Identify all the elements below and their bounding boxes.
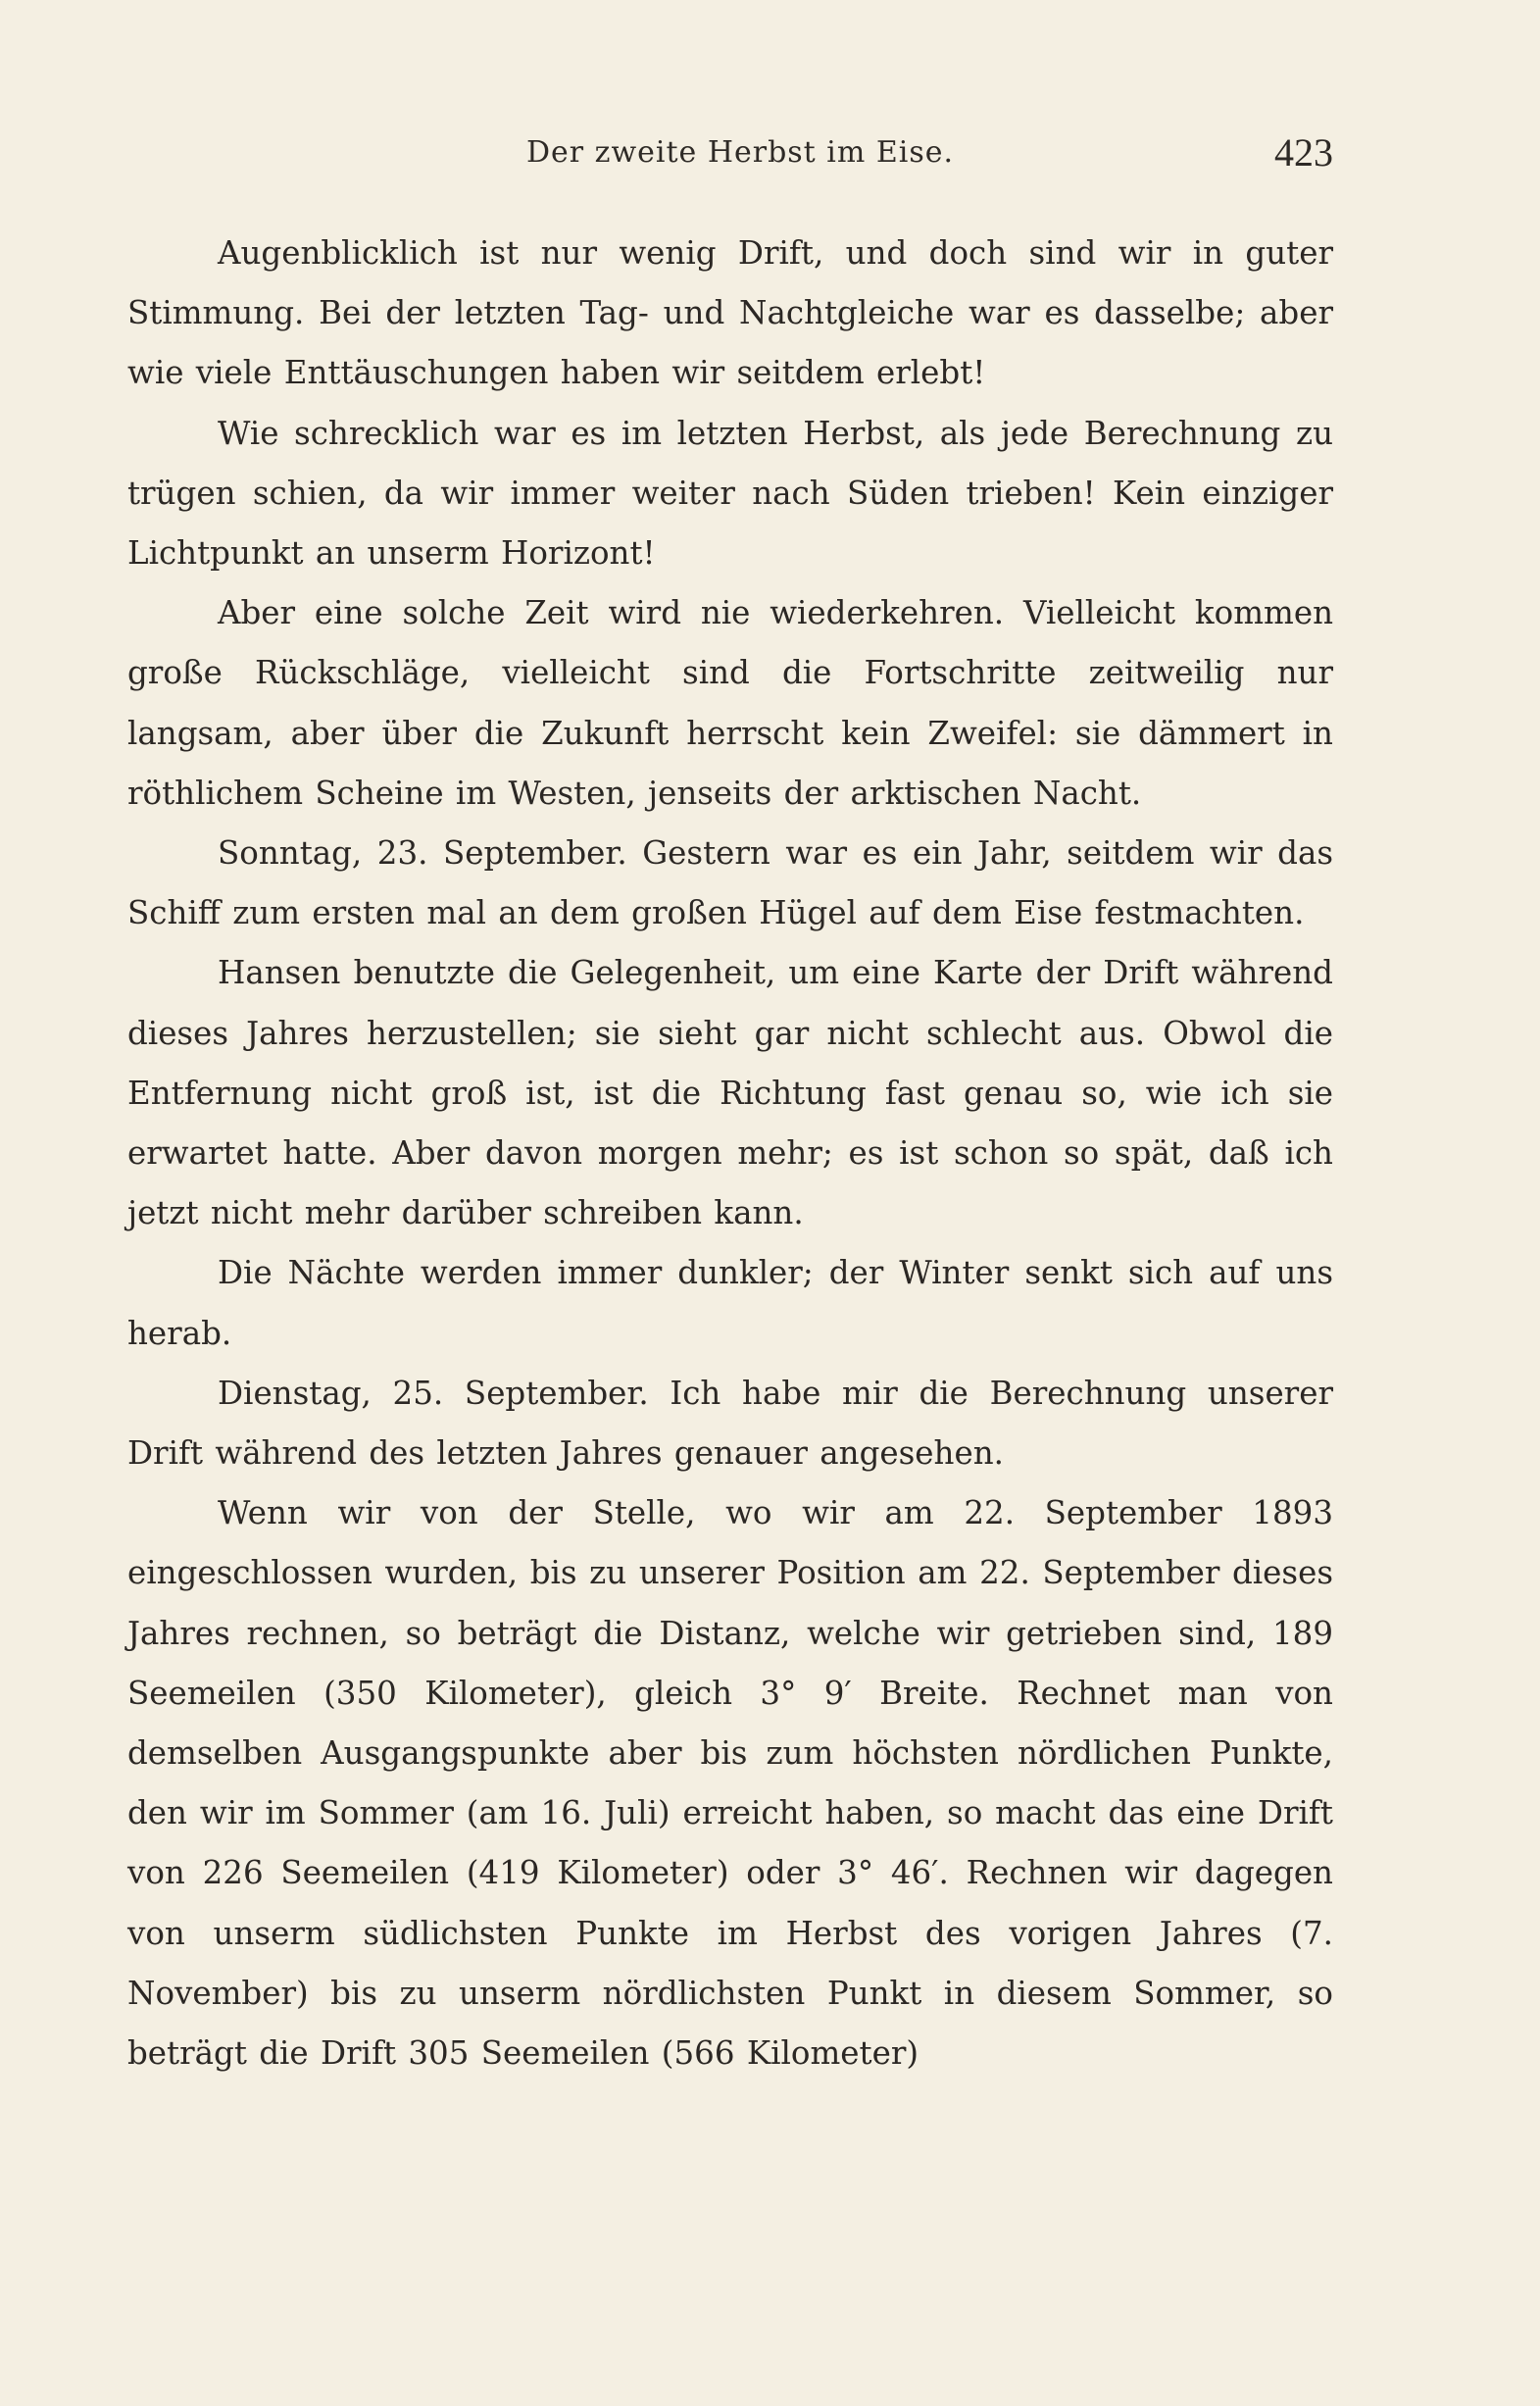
paragraph: Wenn wir von der Stelle, wo wir am 22. September 1893 eingeschlossen wurden, bis zu unserer Position am 22. September dieses Jahres rechnen, so beträgt die Distanz, welche wir getrieben sind, 189 Seemeilen (350 Kilometer), gleich 3° 9′ Breite. Rechnet man von demselben Ausgangspunkte aber bis zum höchsten nördlichen Punkte, den wir im Sommer (am 16. Juli) erreicht haben, so macht das eine Drift von 226 Seemeilen (419 Kilometer) oder 3° 46′. Rechnen wir dagegen von unserm südlichsten Punkte im Herbst des vorigen Jahres (7. November) bis zu unserm nördlichsten Punkt in diesem Sommer, so beträgt die Drift 305 Seemeilen (566 Kilometer) xyxy=(127,1494,1333,2073)
paragraph: Aber eine solche Zeit wird nie wiederkehren. Vielleicht kommen große Rückschläge, vielleicht sind die Fortschritte zeitweilig nur langsam, aber über die Zukunft herrscht kein Zweifel: sie dämmert in röthlichem Scheine im Westen, jenseits der arktischen Nacht. xyxy=(127,594,1333,812)
running-head xyxy=(0,130,1540,184)
paragraph: Dienstag, 25. September. Ich habe mir die Berechnung unserer Drift während des letzten Jahres genauer angesehen. xyxy=(127,1374,1333,1473)
body-text xyxy=(127,224,1333,2083)
paragraph: Wie schrecklich war es im letzten Herbst, als jede Berechnung zu trügen schien, da wir immer weiter nach Süden trieben! Kein einziger Lichtpunkt an unserm Horizont! xyxy=(127,414,1333,573)
paragraph: Die Nächte werden immer dunkler; der Winter senkt sich auf uns herab. xyxy=(127,1254,1333,1352)
paragraph: Augenblicklich ist nur wenig Drift, und doch sind wir in guter Stimmung. Bei der letzten Tag- und Nachtgleiche war es dasselbe; aber wie viele Enttäuschungen haben wir seitdem erlebt! xyxy=(127,234,1333,392)
paragraph: Hansen benutzte die Gelegenheit, um eine Karte der Drift während dieses Jahres herzustellen; sie sieht gar nicht schlecht aus. Obwol die Entfernung nicht groß ist, ist die Richtung fast genau so, wie ich sie erwartet hatte. Aber davon morgen mehr; es ist schon so spät, daß ich jetzt nicht mehr darüber schreiben kann. xyxy=(127,954,1333,1232)
running-title: Der zweite Herbst im Eise. xyxy=(525,135,955,170)
paragraph: Sonntag, 23. September. Gestern war es ein Jahr, seitdem wir das Schiff zum ersten mal an dem großen Hügel auf dem Eise festmachten. xyxy=(127,834,1333,932)
page-number: 423 xyxy=(1274,130,1333,175)
